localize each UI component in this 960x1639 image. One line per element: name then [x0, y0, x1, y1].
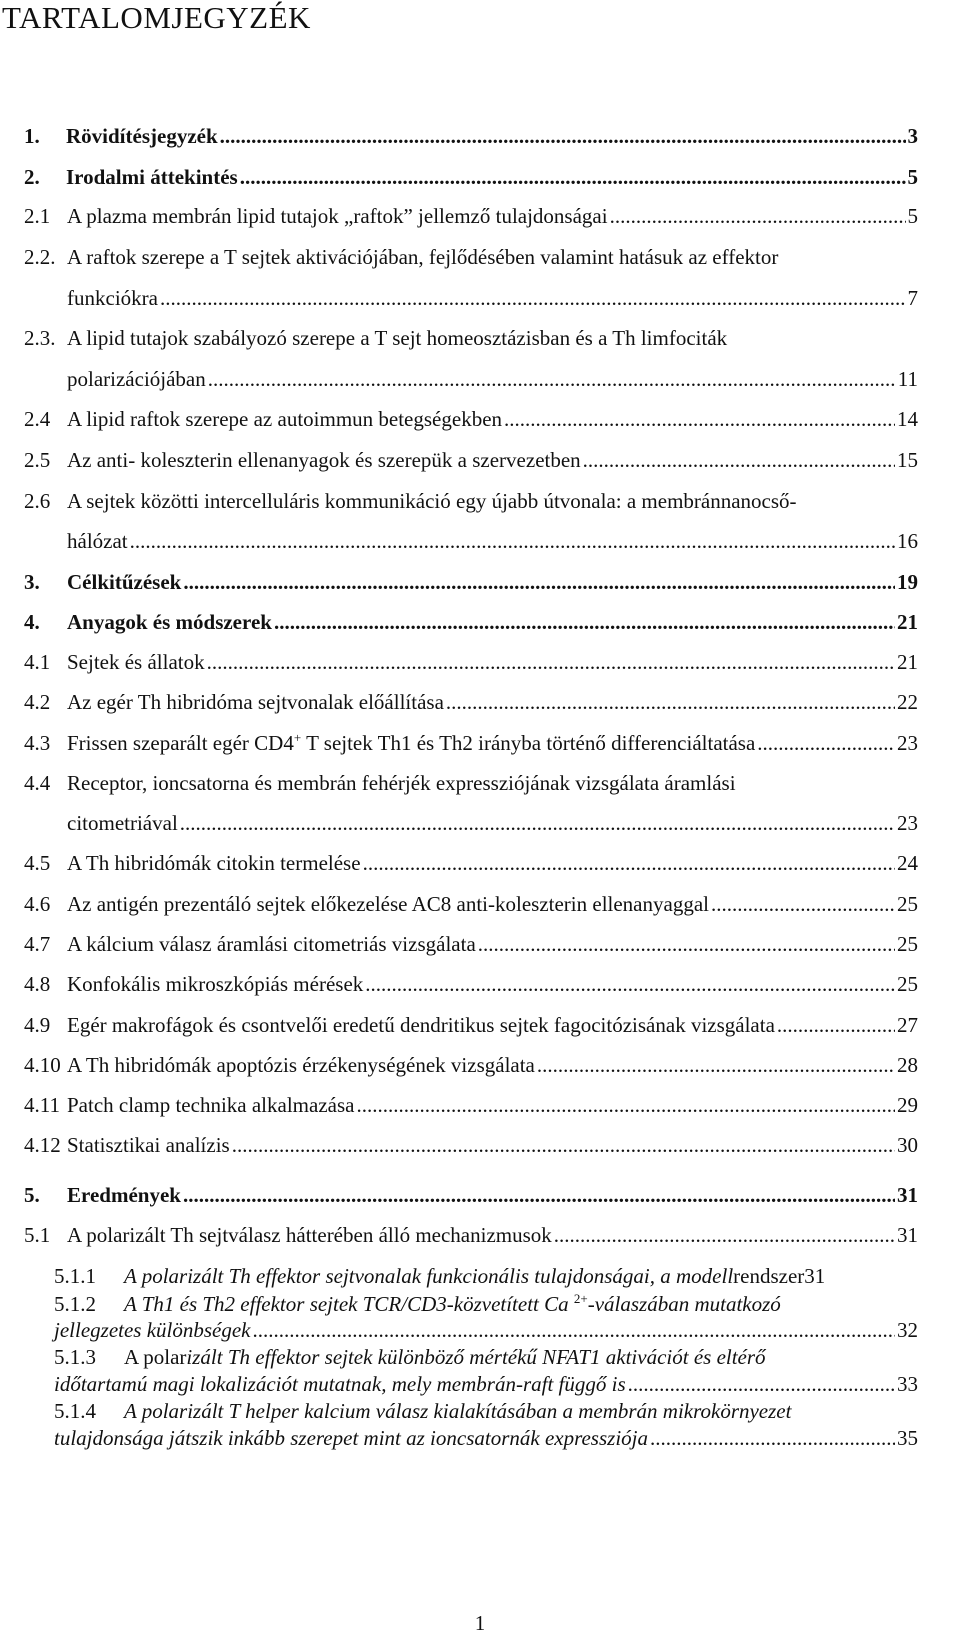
- toc-entry[interactable]: [24, 1093, 918, 1118]
- toc-entry-number: 3.: [24, 570, 40, 594]
- toc-entry-continuation[interactable]: [54, 1318, 918, 1343]
- toc-entry-title-continued: időtartamú magi lokalizációt mutatnak, mely membrán-raft függő is: [54, 1372, 626, 1396]
- toc-entry[interactable]: [24, 730, 918, 756]
- toc-entry-page: 11: [897, 367, 918, 391]
- dot-leader: [650, 1426, 895, 1451]
- toc-entry-title: Statisztikai analízis: [67, 1133, 230, 1157]
- toc-entry-title: Irodalmi áttekintés: [66, 165, 238, 189]
- toc-entry-title: A raftok szerepe a T sejtek aktivációjában, fejlődésében valamint hatásuk az effektor: [67, 245, 779, 269]
- toc-entry[interactable]: [24, 851, 918, 876]
- dot-leader: [232, 1133, 895, 1158]
- toc-entry-title: A Th hibridómák apoptózis érzékenységének vizsgálata: [67, 1053, 535, 1077]
- toc-entry-page: 30: [897, 1133, 918, 1157]
- toc-entry-number: 5.: [24, 1183, 40, 1207]
- toc-entry-page: 33: [897, 1372, 918, 1396]
- toc-entry-number: 2.: [24, 165, 40, 189]
- toc-entry-title-continued: citometriával: [67, 811, 178, 835]
- dot-leader: [554, 1223, 895, 1248]
- toc-entry-title-upright: A polar: [124, 1345, 187, 1369]
- toc-entry-page: 24: [897, 851, 918, 875]
- toc-entry[interactable]: [24, 1223, 918, 1248]
- dot-leader: [628, 1372, 895, 1397]
- dot-leader: [757, 731, 895, 756]
- toc-entry-title: Sejtek és állatok: [67, 650, 205, 674]
- dot-leader: [356, 1093, 895, 1118]
- dot-leader: [180, 811, 895, 836]
- dot-leader: [160, 286, 906, 311]
- dot-leader: [183, 570, 895, 595]
- toc-entry[interactable]: [24, 610, 918, 635]
- dot-leader: [478, 932, 895, 957]
- toc-entry[interactable]: [24, 1013, 918, 1038]
- toc-entry-title: Konfokális mikroszkópiás mérések: [67, 972, 364, 996]
- dot-leader: [220, 124, 906, 149]
- toc-entry-continuation[interactable]: [67, 367, 918, 392]
- toc-entry-title: Az egér Th hibridóma sejtvonalak előállítása: [67, 690, 444, 714]
- toc-entry[interactable]: [24, 650, 918, 675]
- toc-entry-page: 5: [907, 204, 918, 228]
- toc-entry-number: 4.6: [24, 892, 51, 916]
- toc-entry[interactable]: [24, 204, 918, 229]
- dot-leader: [711, 892, 895, 917]
- toc-entry[interactable]: [54, 1399, 918, 1424]
- toc-entry[interactable]: [54, 1264, 918, 1289]
- toc-entry-number: 2.3.: [24, 326, 56, 350]
- dot-leader: [253, 1318, 895, 1343]
- toc-entry-title: A lipid raftok szerepe az autoimmun betegségekben: [67, 407, 503, 431]
- toc-entry-title: Rövidítésjegyzék: [66, 124, 218, 148]
- toc-entry-title-continued: hálózat: [67, 529, 128, 553]
- toc-entry-page: 27: [897, 1013, 918, 1037]
- toc-entry-title: A polarizált Th sejtválasz hátterében álló mechanizmusok: [67, 1223, 552, 1247]
- toc-entry-page: 23: [897, 731, 918, 755]
- toc-entry-number: 4.12: [24, 1133, 61, 1157]
- toc-entry-number: 5.1.2: [54, 1292, 96, 1316]
- toc-entry[interactable]: [24, 448, 918, 473]
- dot-leader: [207, 650, 895, 675]
- superscript: 2+: [573, 1291, 588, 1306]
- toc-entry-number: 4.10: [24, 1053, 61, 1077]
- toc-entry-number: 4.7: [24, 932, 51, 956]
- dot-leader: [274, 610, 895, 635]
- toc-entry-number: 5.1.1: [54, 1264, 96, 1288]
- toc-entry-title: A sejtek közötti intercelluláris kommunikáció egy újabb útvonala: a membránnanocső-: [67, 489, 797, 513]
- dot-leader: [183, 1183, 895, 1208]
- toc-entry-continuation[interactable]: [67, 811, 918, 836]
- toc-entry-page: 28: [897, 1053, 918, 1077]
- toc-entry-title: A kálcium válasz áramlási citometriás vizsgálata: [67, 932, 476, 956]
- toc-entry-continuation[interactable]: [67, 529, 918, 554]
- toc-entry-number: 4.2: [24, 690, 51, 714]
- dot-leader: [240, 165, 906, 190]
- toc-entry-title: izált Th effektor sejtek különböző mértékű NFAT1 aktivációt és eltérő: [186, 1345, 766, 1369]
- toc-entry-title: Célkitűzések: [67, 570, 182, 594]
- toc-entry-page: 7: [907, 286, 918, 310]
- page-title: TARTALOMJEGYZÉK: [2, 0, 311, 35]
- toc-entry-number: 4.1: [24, 650, 51, 674]
- toc-entry[interactable]: [24, 407, 918, 432]
- toc-entry-number: 2.4: [24, 407, 51, 431]
- toc-entry-number: 4.8: [24, 972, 51, 996]
- toc-entry-number: 4.11: [24, 1093, 60, 1117]
- toc-entry-page: 22: [897, 690, 918, 714]
- toc-entry-page: 32: [897, 1318, 918, 1342]
- dot-leader: [610, 204, 906, 229]
- toc-entry[interactable]: [24, 932, 918, 957]
- toc-entry-number: 5.1.3: [54, 1345, 96, 1369]
- toc-entry-number: 2.1: [24, 204, 51, 228]
- toc-entry-page: 15: [897, 448, 918, 472]
- toc-entry[interactable]: [24, 489, 918, 514]
- toc-entry-title: A Th hibridómák citokin termelése: [67, 851, 361, 875]
- dot-leader: [777, 1013, 895, 1038]
- toc-entry-page: 16: [897, 529, 918, 553]
- toc-entry-continuation[interactable]: [67, 286, 918, 311]
- dot-leader: [504, 407, 895, 432]
- dot-leader: [446, 690, 895, 715]
- toc-entry-page: 23: [897, 811, 918, 835]
- toc-entry-title: A lipid tutajok szabályozó szerepe a T sejt homeosztázisban és a Th limfociták: [67, 326, 728, 350]
- toc-entry-page: 35: [897, 1426, 918, 1450]
- toc-entry[interactable]: [24, 771, 918, 796]
- toc-entry-title: Frissen szeparált egér CD4+ T sejtek Th1 és Th2 irányba történő differenciáltatása: [67, 730, 756, 755]
- toc-entry[interactable]: [24, 245, 918, 270]
- toc-entry-page: 19: [897, 570, 918, 594]
- toc-entry-number: 4.4: [24, 771, 51, 795]
- toc-entry[interactable]: [24, 1183, 918, 1208]
- toc-entry[interactable]: [24, 570, 918, 595]
- dot-leader: [583, 448, 895, 473]
- toc-entry-number: 4.5: [24, 851, 51, 875]
- toc-entry-number: 2.2.: [24, 245, 56, 269]
- toc-entry[interactable]: [24, 165, 918, 190]
- superscript: +: [293, 730, 302, 745]
- toc-entry[interactable]: [54, 1345, 918, 1370]
- toc-entry-title: Anyagok és módszerek: [67, 610, 272, 634]
- toc-entry-title: A Th1 és Th2 effektor sejtek TCR/CD3-közvetített Ca $^{2+}$-válaszában mutatkozó: [124, 1291, 781, 1316]
- toc-entry[interactable]: [24, 1133, 918, 1158]
- toc-entry-page: 29: [897, 1093, 918, 1117]
- toc-entry-page: 25: [897, 892, 918, 916]
- toc-entry[interactable]: [24, 972, 918, 997]
- toc-entry[interactable]: [24, 690, 918, 715]
- toc-entry-number: 1.: [24, 124, 40, 148]
- toc-entry-page: 21: [897, 650, 918, 674]
- page-number: 1: [474, 1611, 486, 1635]
- toc-entry-continuation[interactable]: [54, 1372, 918, 1397]
- dot-leader: [130, 529, 895, 554]
- toc-entry-title: A plazma membrán lipid tutajok „raftok” jellemző tulajdonságai: [67, 204, 608, 228]
- dot-leader: [365, 972, 895, 997]
- toc-entry-page: 3: [907, 124, 918, 148]
- toc-entry-page: 25: [897, 972, 918, 996]
- toc-entry-number: 2.5: [24, 448, 51, 472]
- toc-entry-number: 5.1: [24, 1223, 51, 1247]
- toc-entry-title: A polarizált T helper kalcium válasz kialakításában a membrán mikrokörnyezet: [124, 1399, 792, 1423]
- toc-entry-page: 31: [804, 1264, 826, 1288]
- toc-entry-page: 5: [907, 165, 918, 189]
- dot-leader: [208, 367, 896, 392]
- toc-entry-title-continued: polarizációjában: [67, 367, 206, 391]
- toc-entry-title: A polarizált Th effektor sejtvonalak funkcionális tulajdonságai, a modell: [124, 1264, 734, 1288]
- toc-entry-title-continued: funkciókra: [67, 286, 158, 310]
- toc-entry-title: Az antigén prezentáló sejtek előkezelése AC8 anti-koleszterin ellenanyaggal: [67, 892, 709, 916]
- toc-entry-page: 31: [897, 1223, 918, 1247]
- toc-entry-title: Patch clamp technika alkalmazása: [67, 1093, 355, 1117]
- toc-entry-title-continued: jellegzetes különbségek: [54, 1318, 251, 1342]
- toc-entry-title: Az anti- koleszterin ellenanyagok és szerepük a szervezetben: [67, 448, 581, 472]
- dot-leader: [363, 851, 895, 876]
- toc-entry-page: 25: [897, 932, 918, 956]
- toc-entry-number: 4.3: [24, 731, 51, 755]
- toc-entry[interactable]: [24, 892, 918, 917]
- toc-entry-title: Receptor, ioncsatorna és membrán fehérjék expressziójának vizsgálata áramlási: [67, 771, 736, 795]
- toc-entry-title-continued: tulajdonsága játszik inkább szerepet mint az ioncsatornák expressziója: [54, 1426, 648, 1450]
- toc-entry[interactable]: [24, 1053, 918, 1078]
- toc-entry[interactable]: [54, 1291, 918, 1317]
- toc-entry-continuation[interactable]: [54, 1426, 918, 1451]
- toc-entry-title: Egér makrofágok és csontvelői eredetű dendritikus sejtek fagocitózisának vizsgálata: [67, 1013, 775, 1037]
- toc-entry-title: Eredmények: [67, 1183, 181, 1207]
- toc-entry-page: 21: [897, 610, 918, 634]
- toc-entry-number: 5.1.4: [54, 1399, 96, 1423]
- dot-leader: [537, 1053, 895, 1078]
- toc-entry[interactable]: [24, 124, 918, 149]
- toc-entry-number: 2.6: [24, 489, 51, 513]
- toc-entry-number: 4.: [24, 610, 40, 634]
- toc-entry-page: 14: [897, 407, 918, 431]
- toc-entry-number: 4.9: [24, 1013, 51, 1037]
- toc-entry[interactable]: [24, 326, 918, 351]
- toc-entry-page: 31: [897, 1183, 918, 1207]
- toc-entry-title-tail: rendszer: [733, 1264, 805, 1288]
